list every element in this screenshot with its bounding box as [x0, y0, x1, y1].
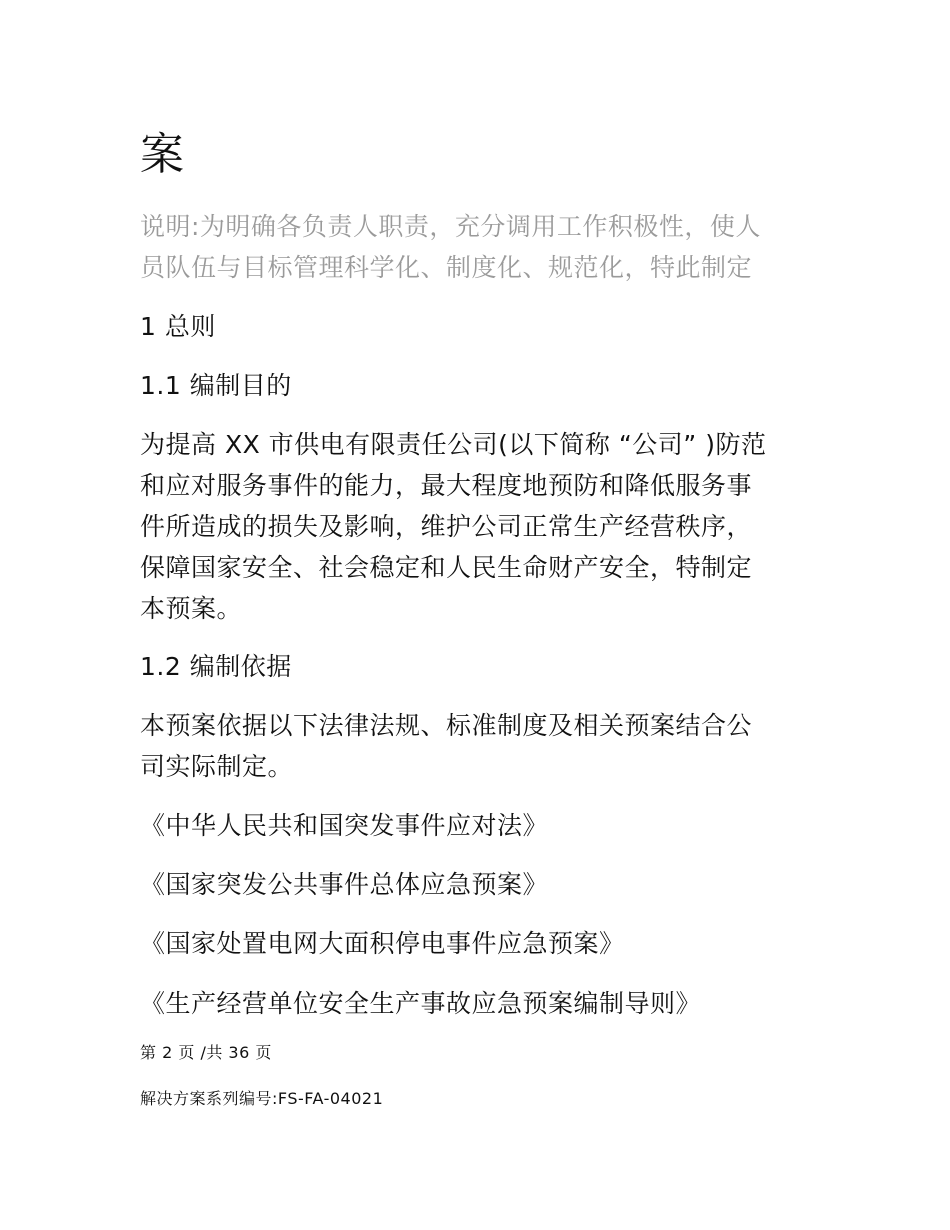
paragraph-line: 保障国家安全、社会稳定和人民生命财产安全，特制定	[140, 553, 753, 582]
reference-item: 《生产经营单位安全生产事故应急预案编制导则》	[140, 989, 702, 1018]
paragraph-line: 本预案依据以下法律法规、标准制度及相关预案结合公	[140, 711, 753, 740]
note-paragraph	[140, 206, 820, 288]
note-line: 员队伍与目标管理科学化、制度化、规范化，特此制定	[140, 253, 753, 282]
purpose-paragraph	[140, 424, 820, 629]
section-heading-basis: 1.2 编制依据	[140, 652, 292, 681]
document-number: 解决方案系列编号:FS-FA-04021	[140, 1089, 384, 1108]
document-title: 案	[140, 129, 184, 180]
reference-item: 《国家突发公共事件总体应急预案》	[140, 870, 549, 899]
section-heading-general: 1 总则	[140, 312, 216, 341]
paragraph-line: 和应对服务事件的能力，最大程度地预防和降低服务事	[140, 471, 753, 500]
basis-paragraph	[140, 705, 820, 787]
page-number: 第 2 页 /共 36 页	[140, 1043, 272, 1062]
paragraph-line: 本预案。	[140, 594, 243, 623]
paragraph-line: 为提高 XX 市供电有限责任公司(以下简称 “公司” )防范	[140, 430, 767, 459]
reference-item: 《国家处置电网大面积停电事件应急预案》	[140, 929, 625, 958]
paragraph-line: 司实际制定。	[140, 752, 294, 781]
section-heading-purpose: 1.1 编制目的	[140, 371, 292, 400]
paragraph-line: 件所造成的损失及影响，维护公司正常生产经营秩序，	[140, 512, 753, 541]
reference-item: 《中华人民共和国突发事件应对法》	[140, 811, 549, 840]
note-line: 说明:为明确各负责人职责，充分调用工作积极性，使人	[140, 212, 761, 241]
